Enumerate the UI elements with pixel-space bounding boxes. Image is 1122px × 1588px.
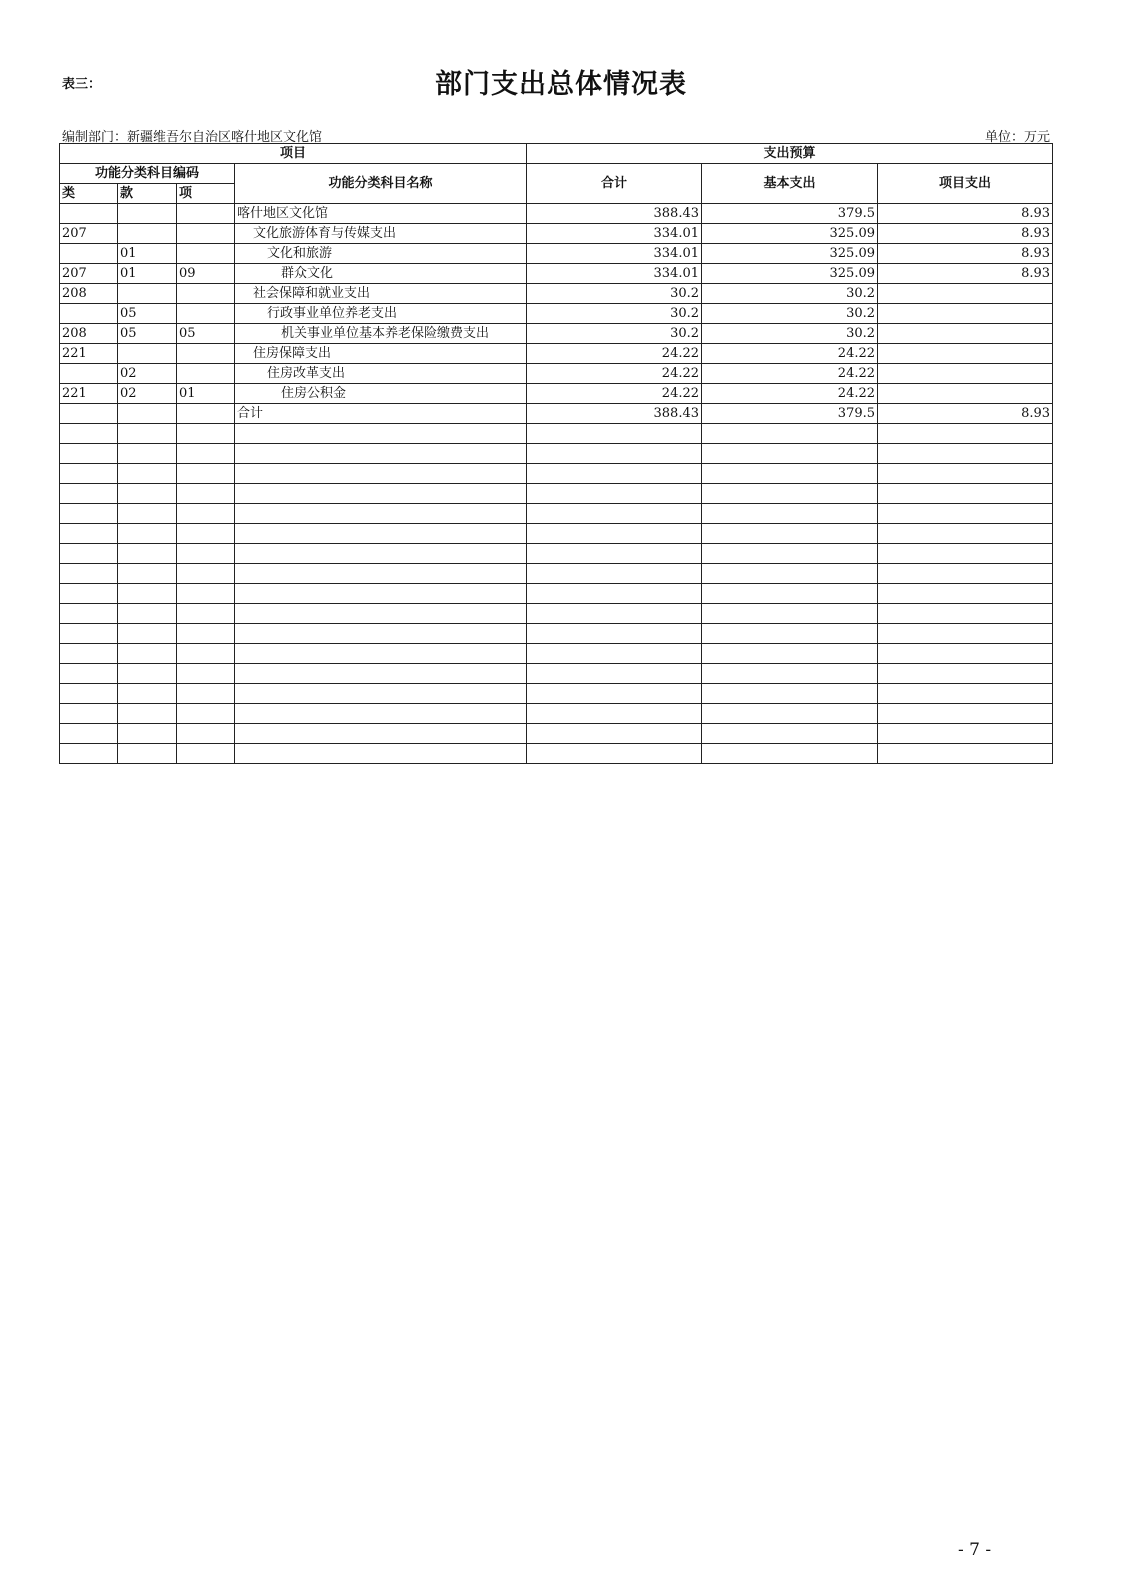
cell-xiang: 05 [177,324,235,344]
cell-lei [60,204,118,224]
empty-row [60,744,1053,764]
table-row [60,384,1053,404]
cell-total: 388.43 [527,204,702,224]
cell-total: 334.01 [527,224,702,244]
cell-project: 8.93 [878,244,1053,264]
cell-lei [60,244,118,264]
cell-project: 8.93 [878,404,1053,424]
cell-kuan: 02 [118,384,177,404]
empty-cell [118,604,177,624]
empty-row [60,624,1053,644]
empty-row [60,724,1053,744]
header-name: 功能分类科目名称 [235,164,527,204]
empty-cell [527,684,702,704]
header-budget: 支出预算 [527,144,1053,164]
empty-cell [235,544,527,564]
cell-name: 喀什地区文化馆 [235,204,527,224]
empty-cell [177,464,235,484]
empty-cell [702,564,878,584]
table-label: 表三： [62,77,102,92]
empty-cell [177,664,235,684]
empty-cell [702,664,878,684]
empty-cell [177,684,235,704]
cell-lei: 208 [60,284,118,304]
cell-kuan: 05 [118,324,177,344]
cell-total: 30.2 [527,324,702,344]
empty-cell [527,564,702,584]
empty-cell [118,544,177,564]
empty-row [60,524,1053,544]
table-row [60,224,1053,244]
cell-project [878,384,1053,404]
empty-cell [527,424,702,444]
empty-row [60,644,1053,664]
empty-row [60,684,1053,704]
table-row [60,324,1053,344]
header-total: 合计 [527,164,702,204]
empty-cell [702,624,878,644]
header-code: 功能分类科目编码 [60,164,235,184]
cell-kuan [118,344,177,364]
empty-cell [177,604,235,624]
empty-cell [235,744,527,764]
empty-row [60,464,1053,484]
cell-kuan: 02 [118,364,177,384]
cell-name: 群众文化 [235,264,527,284]
empty-cell [878,444,1053,464]
cell-basic: 379.5 [702,404,878,424]
cell-lei [60,364,118,384]
cell-basic: 24.22 [702,384,878,404]
cell-basic: 30.2 [702,324,878,344]
empty-cell [118,684,177,704]
empty-cell [878,724,1053,744]
empty-cell [878,704,1053,724]
empty-cell [878,624,1053,644]
cell-project [878,324,1053,344]
empty-cell [702,544,878,564]
cell-kuan [118,224,177,244]
empty-cell [235,604,527,624]
cell-name: 住房改革支出 [235,364,527,384]
empty-cell [60,524,118,544]
cell-name: 机关事业单位基本养老保险缴费支出 [235,324,527,344]
empty-cell [235,664,527,684]
empty-cell [878,524,1053,544]
cell-name: 合计 [235,404,527,424]
empty-cell [177,424,235,444]
table-row [60,284,1053,304]
empty-cell [527,604,702,624]
empty-cell [118,664,177,684]
cell-basic: 379.5 [702,204,878,224]
empty-cell [527,624,702,644]
empty-row [60,584,1053,604]
empty-cell [177,504,235,524]
empty-cell [527,664,702,684]
cell-lei: 207 [60,224,118,244]
cell-xiang [177,344,235,364]
cell-project [878,304,1053,324]
empty-cell [177,624,235,644]
cell-kuan: 05 [118,304,177,324]
empty-cell [702,704,878,724]
empty-cell [118,424,177,444]
cell-total: 30.2 [527,284,702,304]
empty-cell [60,504,118,524]
empty-cell [878,664,1053,684]
table-row [60,304,1053,324]
cell-total: 24.22 [527,364,702,384]
empty-cell [118,504,177,524]
cell-basic: 325.09 [702,224,878,244]
empty-cell [878,684,1053,704]
cell-lei: 221 [60,384,118,404]
empty-cell [702,684,878,704]
cell-name: 文化和旅游 [235,244,527,264]
cell-project [878,364,1053,384]
empty-cell [118,484,177,504]
cell-xiang [177,284,235,304]
table-row [60,204,1053,224]
expenditure-table [59,143,1053,764]
empty-cell [60,544,118,564]
cell-kuan: 01 [118,244,177,264]
empty-row [60,564,1053,584]
empty-cell [527,744,702,764]
cell-lei: 207 [60,264,118,284]
empty-cell [118,584,177,604]
header-row-1 [60,144,1053,164]
cell-xiang: 01 [177,384,235,404]
unit-label: 单位：万元 [984,130,1050,145]
cell-basic: 30.2 [702,284,878,304]
cell-name: 住房保障支出 [235,344,527,364]
empty-cell [527,524,702,544]
empty-cell [527,484,702,504]
empty-cell [702,744,878,764]
cell-kuan [118,284,177,304]
cell-lei [60,404,118,424]
table-body [60,204,1053,764]
table-row [60,244,1053,264]
empty-cell [878,584,1053,604]
empty-cell [60,424,118,444]
empty-cell [527,584,702,604]
empty-cell [235,524,527,544]
empty-cell [177,564,235,584]
page-number: - 7 - [958,1540,992,1560]
empty-row [60,424,1053,444]
cell-xiang [177,224,235,244]
empty-cell [118,524,177,544]
cell-xiang [177,364,235,384]
empty-cell [527,464,702,484]
empty-row [60,544,1053,564]
empty-cell [235,564,527,584]
empty-cell [60,684,118,704]
empty-cell [702,604,878,624]
empty-cell [235,724,527,744]
empty-cell [527,644,702,664]
empty-cell [60,584,118,604]
empty-cell [878,744,1053,764]
cell-lei: 208 [60,324,118,344]
empty-cell [177,584,235,604]
empty-cell [60,624,118,644]
empty-cell [527,544,702,564]
cell-xiang: 09 [177,264,235,284]
empty-cell [878,484,1053,504]
empty-cell [527,504,702,524]
header-xiang: 项 [177,184,235,204]
empty-row [60,604,1053,624]
empty-cell [235,464,527,484]
header-project-expenditure: 项目支出 [878,164,1053,204]
empty-cell [702,444,878,464]
cell-total: 388.43 [527,404,702,424]
empty-cell [878,424,1053,444]
empty-cell [177,484,235,504]
empty-row [60,664,1053,684]
empty-cell [235,644,527,664]
empty-cell [878,504,1053,524]
cell-project: 8.93 [878,204,1053,224]
empty-cell [702,424,878,444]
cell-kuan [118,404,177,424]
table-row [60,364,1053,384]
empty-cell [60,744,118,764]
cell-project [878,284,1053,304]
empty-cell [177,444,235,464]
page-title: 部门支出总体情况表 [435,69,687,100]
empty-cell [702,484,878,504]
cell-project: 8.93 [878,224,1053,244]
empty-cell [177,724,235,744]
empty-cell [527,444,702,464]
empty-cell [235,704,527,724]
header-row-2 [60,164,1053,184]
empty-cell [235,444,527,464]
empty-cell [118,624,177,644]
table-row [60,264,1053,284]
cell-xiang [177,304,235,324]
cell-total: 24.22 [527,344,702,364]
cell-total: 30.2 [527,304,702,324]
cell-basic: 24.22 [702,364,878,384]
header-project: 项目 [60,144,527,164]
empty-cell [177,704,235,724]
empty-cell [702,724,878,744]
empty-cell [702,504,878,524]
empty-cell [878,564,1053,584]
compiling-department: 编制部门：新疆维吾尔自治区喀什地区文化馆 [62,130,323,145]
empty-cell [118,564,177,584]
empty-cell [878,604,1053,624]
cell-name: 住房公积金 [235,384,527,404]
cell-xiang [177,244,235,264]
cell-kuan [118,204,177,224]
empty-cell [118,744,177,764]
cell-name: 社会保障和就业支出 [235,284,527,304]
empty-cell [60,664,118,684]
table-row [60,404,1053,424]
cell-xiang [177,404,235,424]
empty-cell [60,464,118,484]
empty-cell [878,644,1053,664]
cell-total: 24.22 [527,384,702,404]
empty-cell [60,724,118,744]
empty-cell [60,444,118,464]
empty-cell [878,464,1053,484]
cell-xiang [177,204,235,224]
empty-row [60,484,1053,504]
empty-cell [235,484,527,504]
cell-project [878,344,1053,364]
empty-cell [702,524,878,544]
cell-name: 行政事业单位养老支出 [235,304,527,324]
cell-lei: 221 [60,344,118,364]
empty-cell [118,644,177,664]
empty-row [60,704,1053,724]
empty-cell [235,424,527,444]
cell-basic: 30.2 [702,304,878,324]
empty-cell [235,584,527,604]
table-row [60,344,1053,364]
header-kuan: 款 [118,184,177,204]
empty-cell [60,704,118,724]
empty-cell [118,724,177,744]
empty-cell [60,644,118,664]
header-lei: 类 [60,184,118,204]
empty-cell [177,544,235,564]
empty-cell [702,644,878,664]
header-basic: 基本支出 [702,164,878,204]
empty-cell [60,604,118,624]
empty-cell [235,624,527,644]
empty-cell [60,564,118,584]
empty-cell [60,484,118,504]
cell-basic: 325.09 [702,244,878,264]
empty-cell [527,704,702,724]
empty-cell [177,644,235,664]
cell-kuan: 01 [118,264,177,284]
cell-basic: 325.09 [702,264,878,284]
cell-name: 文化旅游体育与传媒支出 [235,224,527,244]
cell-lei [60,304,118,324]
empty-cell [235,504,527,524]
empty-cell [702,464,878,484]
empty-cell [118,704,177,724]
empty-row [60,444,1053,464]
empty-row [60,504,1053,524]
empty-cell [118,444,177,464]
cell-basic: 24.22 [702,344,878,364]
cell-project: 8.93 [878,264,1053,284]
empty-cell [702,584,878,604]
empty-cell [177,524,235,544]
cell-total: 334.01 [527,244,702,264]
empty-cell [118,464,177,484]
empty-cell [235,684,527,704]
empty-cell [527,724,702,744]
empty-cell [878,544,1053,564]
empty-cell [177,744,235,764]
cell-total: 334.01 [527,264,702,284]
